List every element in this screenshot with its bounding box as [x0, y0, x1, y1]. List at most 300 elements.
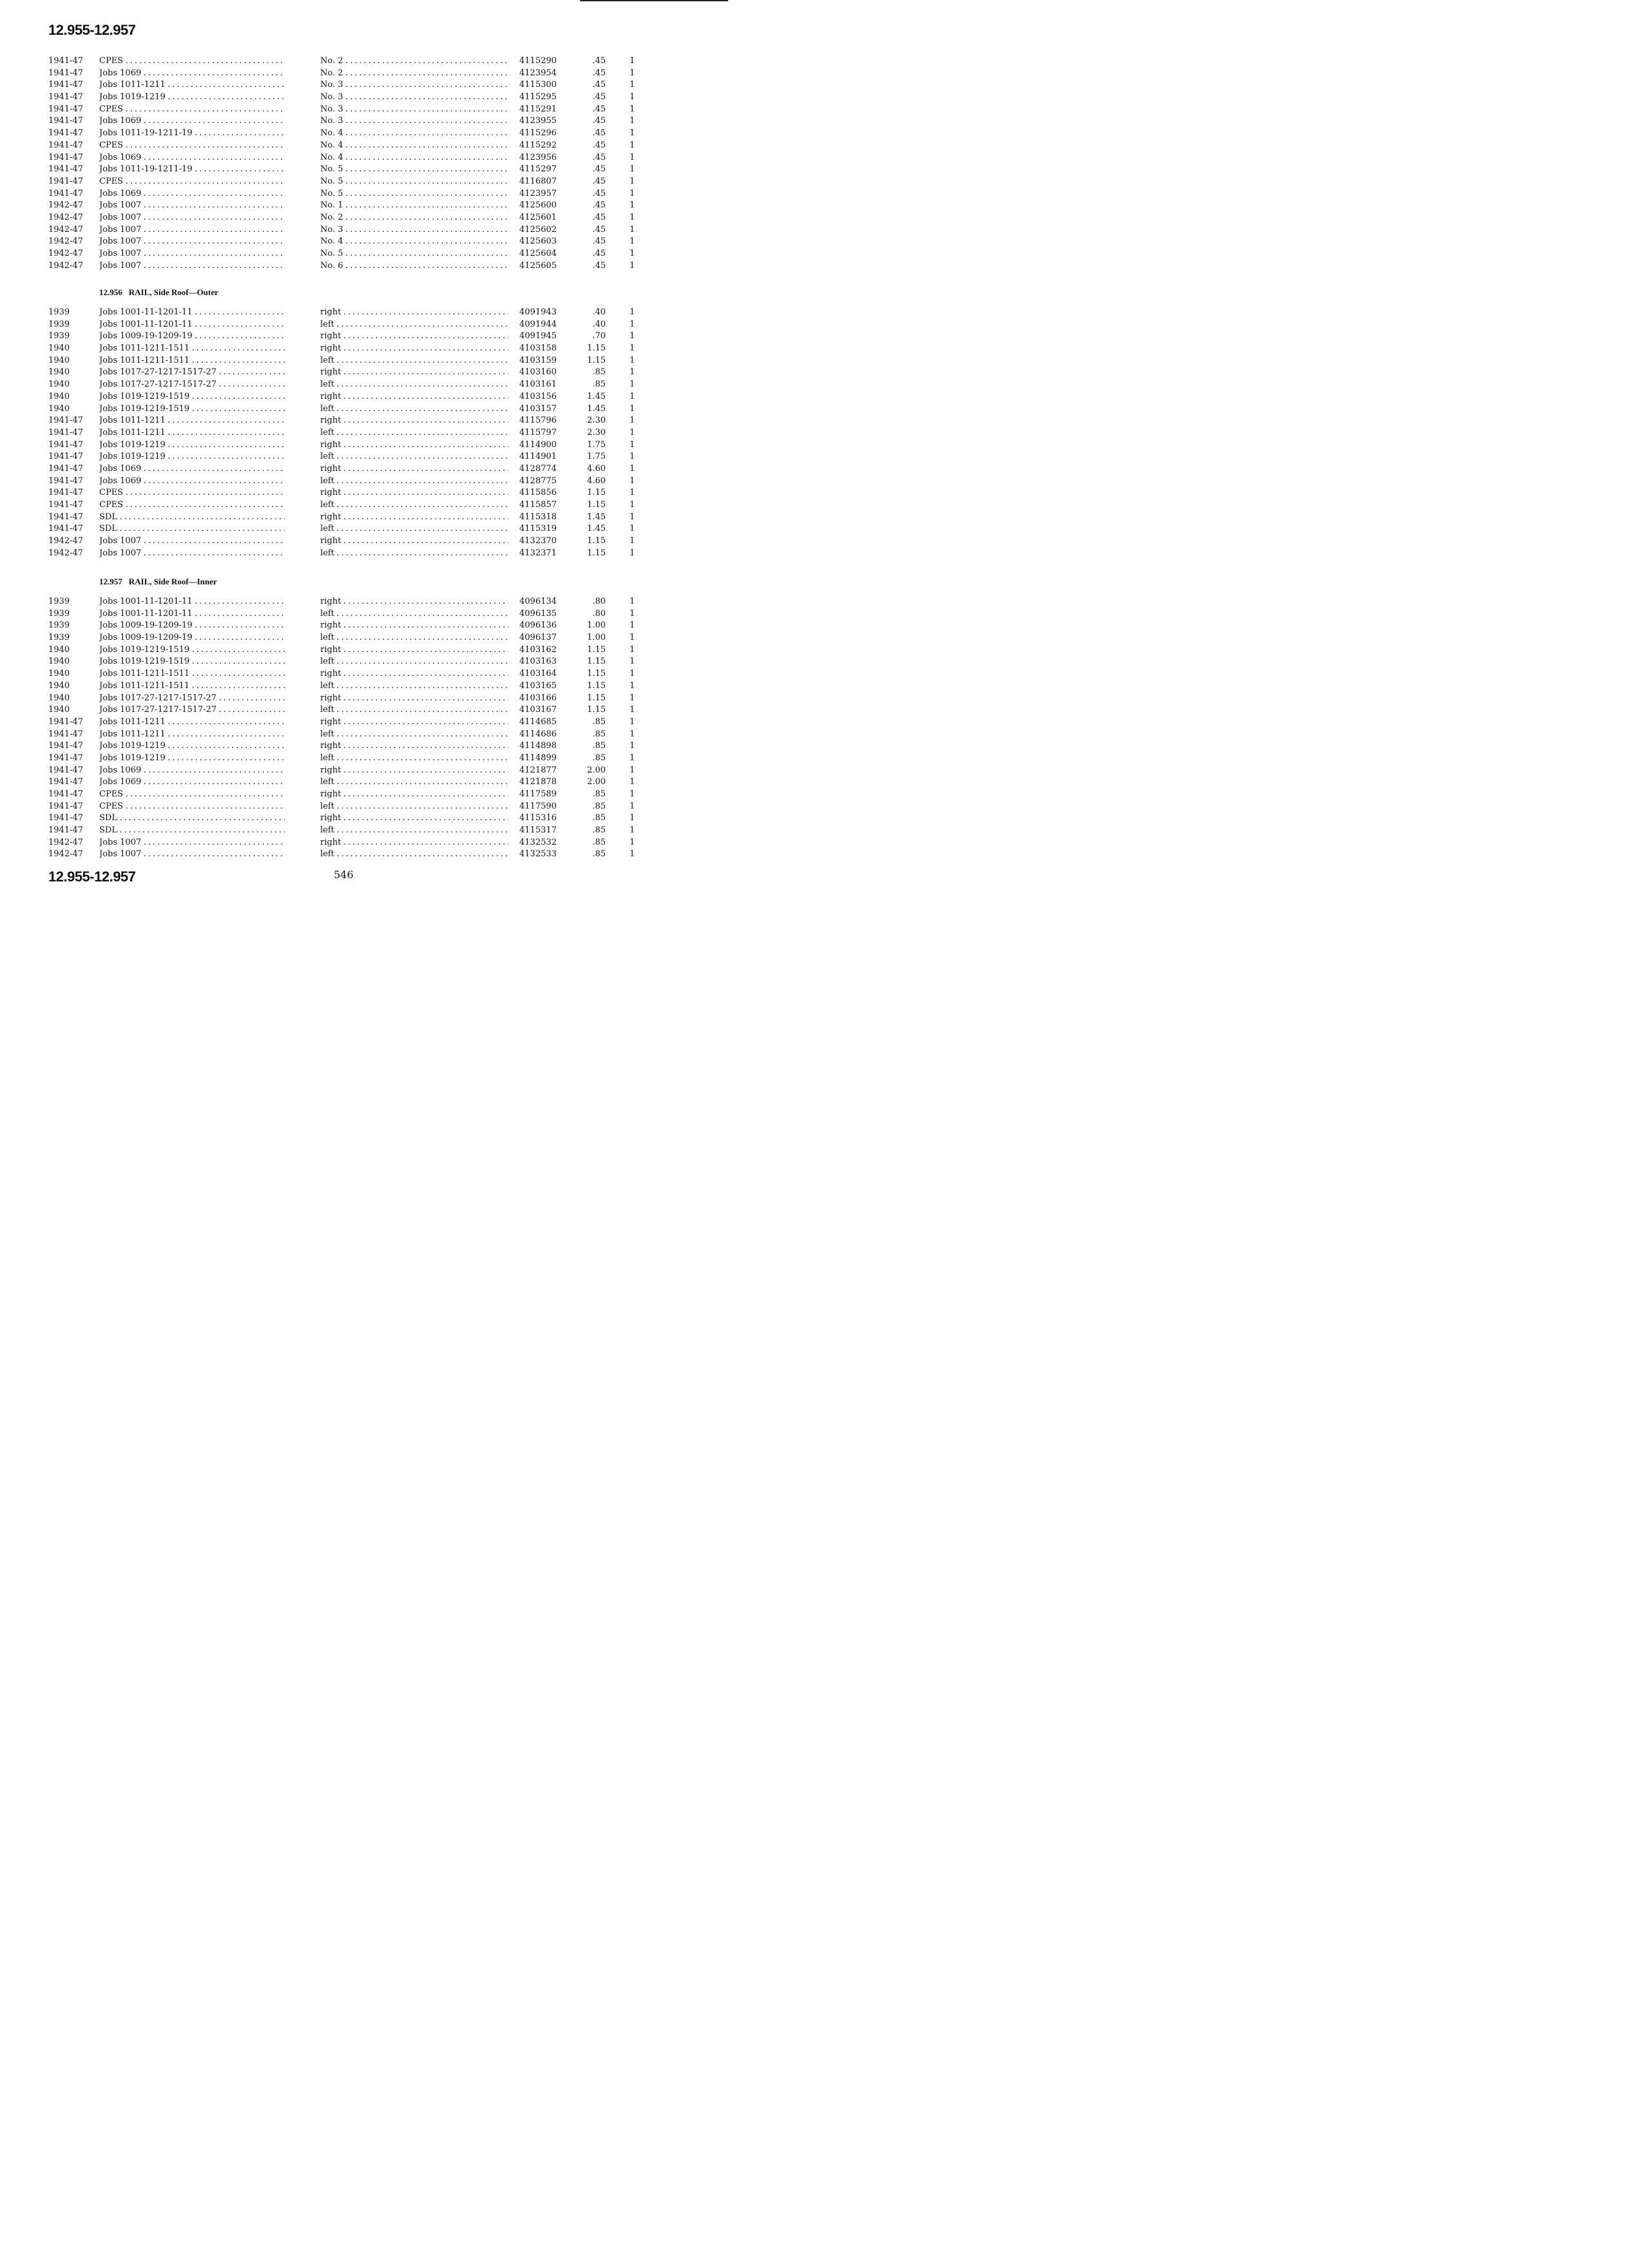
quantity-cell: 1 — [630, 80, 635, 90]
model-cell: Jobs 1009-19-1209-19 . . . — [99, 620, 285, 632]
table-row — [0, 837, 728, 849]
part-number-cell: 4115316 — [519, 813, 557, 823]
model-cell: CPES . . . — [99, 499, 285, 512]
year-cell: 1941-47 — [48, 128, 84, 139]
year-cell: 1942-47 — [48, 849, 84, 860]
model-cell: Jobs 1011-1211 . . . — [99, 79, 285, 91]
table-row — [0, 753, 728, 765]
price-cell: .80 — [592, 608, 606, 619]
year-cell: 1941-47 — [48, 164, 84, 175]
table-row — [0, 248, 728, 260]
quantity-cell: 1 — [630, 463, 635, 474]
model-cell: Jobs 1069 . . . — [99, 476, 285, 488]
table-row — [0, 367, 728, 379]
part-number-cell: 4115297 — [519, 164, 557, 175]
price-cell: 1.15 — [587, 488, 606, 498]
year-cell: 1942-47 — [48, 224, 84, 235]
year-cell: 1942-47 — [48, 200, 84, 211]
description-cell: No. 3 . . . — [320, 224, 508, 236]
model-cell: Jobs 1069 . . . — [99, 188, 285, 200]
year-cell: 1941-47 — [48, 765, 84, 775]
part-number-cell: 4096134 — [519, 597, 557, 606]
description-cell: left . . . — [320, 801, 508, 813]
quantity-cell: 1 — [630, 729, 635, 739]
price-cell: .70 — [592, 331, 606, 341]
model-cell: CPES . . . — [99, 104, 285, 116]
description-cell: No. 4 . . . — [320, 140, 508, 152]
description-cell: left . . . — [320, 849, 508, 861]
year-cell: 1941-47 — [48, 476, 84, 486]
year-cell: 1941-47 — [48, 452, 84, 462]
price-cell: .45 — [592, 249, 606, 258]
part-number-cell: 4103163 — [519, 657, 557, 667]
table-row — [0, 152, 728, 164]
price-cell: 1.15 — [587, 343, 606, 354]
quantity-cell: 1 — [630, 236, 635, 247]
model-cell: Jobs 1007 . . . — [99, 548, 285, 560]
table-row — [0, 140, 728, 152]
table-row — [0, 79, 728, 91]
year-cell: 1942-47 — [48, 236, 84, 247]
table-row — [0, 765, 728, 777]
quantity-cell: 1 — [630, 669, 635, 679]
quantity-cell: 1 — [630, 319, 635, 329]
part-number-cell: 4103160 — [519, 367, 557, 378]
part-number-cell: 4128775 — [519, 476, 557, 486]
quantity-cell: 1 — [630, 536, 635, 546]
part-number-cell: 4114901 — [519, 452, 557, 462]
price-cell: 1.15 — [587, 657, 606, 667]
table-row — [0, 656, 728, 668]
description-cell: left . . . — [320, 680, 508, 693]
table-row — [0, 343, 728, 355]
part-number-cell: 4103166 — [519, 693, 557, 703]
model-cell: Jobs 1069 . . . — [99, 463, 285, 476]
quantity-cell: 1 — [630, 476, 635, 486]
year-cell: 1941-47 — [48, 104, 84, 114]
price-cell: .40 — [592, 307, 606, 317]
top-edge-rule — [580, 0, 728, 1]
quantity-cell: 1 — [630, 200, 635, 211]
year-cell: 1940 — [48, 367, 70, 378]
model-cell: Jobs 1011-1211-1511 . . . — [99, 343, 285, 355]
part-number-cell: 4132370 — [519, 536, 557, 546]
model-cell: SDL . . . — [99, 512, 285, 524]
model-cell: Jobs 1011-1211 . . . — [99, 415, 285, 427]
model-cell: Jobs 1019-1219-1519 . . . — [99, 644, 285, 657]
price-cell: 2.00 — [587, 777, 606, 787]
description-cell: right . . . — [320, 343, 508, 355]
quantity-cell: 1 — [630, 500, 635, 510]
table-row — [0, 523, 728, 535]
price-cell: .45 — [592, 176, 606, 186]
table-row — [0, 825, 728, 837]
table-row — [0, 801, 728, 813]
description-cell: No. 2 . . . — [320, 55, 508, 68]
model-cell: Jobs 1011-1211-1511 . . . — [99, 668, 285, 680]
price-cell: 1.45 — [587, 403, 606, 414]
model-cell: Jobs 1019-1219-1519 . . . — [99, 656, 285, 668]
year-cell: 1941-47 — [48, 753, 84, 763]
price-cell: .85 — [592, 813, 606, 823]
quantity-cell: 1 — [630, 741, 635, 751]
price-cell: 1.45 — [587, 391, 606, 401]
table-row — [0, 331, 728, 343]
description-cell: right . . . — [320, 487, 508, 499]
price-cell: 4.60 — [587, 463, 606, 474]
year-cell: 1941-47 — [48, 729, 84, 739]
quantity-cell: 1 — [630, 657, 635, 667]
model-cell: Jobs 1011-1211-1511 . . . — [99, 355, 285, 367]
year-cell: 1941-47 — [48, 488, 84, 498]
description-cell: right . . . — [320, 693, 508, 705]
price-cell: .45 — [592, 164, 606, 175]
table-row — [0, 644, 728, 657]
description-cell: left . . . — [320, 548, 508, 560]
table-row — [0, 535, 728, 548]
quantity-cell: 1 — [630, 224, 635, 235]
description-cell: No. 3 . . . — [320, 91, 508, 104]
description-cell: No. 3 . . . — [320, 79, 508, 91]
description-cell: right . . . — [320, 765, 508, 777]
part-number-cell: 4123956 — [519, 152, 557, 162]
model-cell: Jobs 1011-1211-1511 . . . — [99, 680, 285, 693]
price-cell: 1.15 — [587, 355, 606, 365]
year-cell: 1942-47 — [48, 548, 84, 558]
quantity-cell: 1 — [630, 104, 635, 114]
model-cell: Jobs 1007 . . . — [99, 849, 285, 861]
price-cell: .85 — [592, 825, 606, 836]
part-number-cell: 4115319 — [519, 524, 557, 534]
description-cell: right . . . — [320, 391, 508, 403]
year-cell: 1941-47 — [48, 500, 84, 510]
year-cell: 1941-47 — [48, 512, 84, 522]
part-number-cell: 4121877 — [519, 765, 557, 775]
table-row — [0, 548, 728, 560]
part-number-cell: 4121878 — [519, 777, 557, 787]
year-cell: 1942-47 — [48, 536, 84, 546]
price-cell: 1.15 — [587, 680, 606, 691]
description-cell: No. 3 . . . — [320, 115, 508, 128]
part-number-cell: 4103165 — [519, 680, 557, 691]
quantity-cell: 1 — [630, 825, 635, 836]
table-row — [0, 307, 728, 319]
section-title: RAIL, Side Roof—Inner — [128, 577, 217, 586]
model-cell: Jobs 1001-11-1201-11 . . . — [99, 319, 285, 331]
footer-section-code: 12.955-12.957 — [48, 869, 136, 885]
description-cell: right . . . — [320, 837, 508, 849]
price-cell: .45 — [592, 212, 606, 222]
model-cell: CPES . . . — [99, 55, 285, 68]
year-cell: 1941-47 — [48, 427, 84, 437]
price-cell: .45 — [592, 92, 606, 102]
quantity-cell: 1 — [630, 140, 635, 150]
year-cell: 1942-47 — [48, 249, 84, 258]
description-cell: No. 5 . . . — [320, 188, 508, 200]
table-row — [0, 740, 728, 753]
model-cell: Jobs 1069 . . . — [99, 152, 285, 164]
year-cell: 1942-47 — [48, 212, 84, 222]
table-row — [0, 68, 728, 80]
price-cell: 2.00 — [587, 765, 606, 775]
part-number-cell: 4128774 — [519, 463, 557, 474]
model-cell: Jobs 1069 . . . — [99, 115, 285, 128]
quantity-cell: 1 — [630, 789, 635, 799]
price-cell: .45 — [592, 236, 606, 247]
quantity-cell: 1 — [630, 176, 635, 186]
description-cell: right . . . — [320, 512, 508, 524]
table-row — [0, 439, 728, 452]
part-number-cell: 4125601 — [519, 212, 557, 222]
price-cell: 1.15 — [587, 644, 606, 655]
quantity-cell: 1 — [630, 777, 635, 787]
year-cell: 1942-47 — [48, 837, 84, 847]
table-row — [0, 704, 728, 716]
table-row — [0, 164, 728, 176]
year-cell: 1941-47 — [48, 140, 84, 150]
year-cell: 1940 — [48, 343, 70, 354]
quantity-cell: 1 — [630, 488, 635, 498]
section-number: 12.957 — [99, 577, 122, 586]
quantity-cell: 1 — [630, 439, 635, 450]
description-cell: right . . . — [320, 535, 508, 548]
price-cell: 1.75 — [587, 452, 606, 462]
quantity-cell: 1 — [630, 403, 635, 414]
quantity-cell: 1 — [630, 307, 635, 317]
description-cell: left . . . — [320, 704, 508, 716]
description-cell: left . . . — [320, 776, 508, 789]
part-number-cell: 4132371 — [519, 548, 557, 558]
description-cell: left . . . — [320, 379, 508, 391]
price-cell: 1.15 — [587, 705, 606, 715]
year-cell: 1941-47 — [48, 716, 84, 727]
table-row — [0, 236, 728, 248]
part-number-cell: 4125604 — [519, 249, 557, 258]
part-number-cell: 4117589 — [519, 789, 557, 799]
table-row — [0, 188, 728, 200]
model-cell: Jobs 1001-11-1201-11 . . . — [99, 596, 285, 608]
year-cell: 1941-47 — [48, 176, 84, 186]
model-cell: Jobs 1019-1219 . . . — [99, 740, 285, 753]
description-cell: left . . . — [320, 403, 508, 416]
model-cell: SDL . . . — [99, 523, 285, 535]
quantity-cell: 1 — [630, 452, 635, 462]
year-cell: 1939 — [48, 620, 70, 631]
section-heading — [99, 287, 218, 298]
model-cell: Jobs 1069 . . . — [99, 68, 285, 80]
price-cell: .45 — [592, 56, 606, 66]
part-number-cell: 4103157 — [519, 403, 557, 414]
part-number-cell: 4123954 — [519, 68, 557, 78]
part-number-cell: 4096135 — [519, 608, 557, 619]
table-row — [0, 212, 728, 224]
quantity-cell: 1 — [630, 331, 635, 341]
price-cell: 1.75 — [587, 439, 606, 450]
description-cell: right . . . — [320, 644, 508, 657]
table-row — [0, 403, 728, 416]
model-cell: Jobs 1011-1211 . . . — [99, 427, 285, 439]
part-number-cell: 4096136 — [519, 620, 557, 631]
part-number-cell: 4114686 — [519, 729, 557, 739]
table-row — [0, 620, 728, 632]
model-cell: Jobs 1069 . . . — [99, 765, 285, 777]
description-cell: left . . . — [320, 319, 508, 331]
part-number-cell: 4114898 — [519, 741, 557, 751]
description-cell: No. 4 . . . — [320, 128, 508, 140]
description-cell: No. 6 . . . — [320, 260, 508, 273]
part-number-cell: 4115296 — [519, 128, 557, 139]
part-number-cell: 4125603 — [519, 236, 557, 247]
table-row — [0, 487, 728, 499]
year-cell: 1941-47 — [48, 789, 84, 799]
description-cell: right . . . — [320, 812, 508, 825]
year-cell: 1939 — [48, 331, 70, 341]
model-cell: Jobs 1009-19-1209-19 . . . — [99, 331, 285, 343]
model-cell: CPES . . . — [99, 176, 285, 188]
part-number-cell: 4114899 — [519, 753, 557, 763]
part-number-cell: 4103158 — [519, 343, 557, 354]
model-cell: CPES . . . — [99, 789, 285, 801]
model-cell: Jobs 1011-19-1211-19 . . . — [99, 164, 285, 176]
year-cell: 1940 — [48, 693, 70, 703]
quantity-cell: 1 — [630, 355, 635, 365]
year-cell: 1942-47 — [48, 260, 84, 271]
price-cell: .85 — [592, 789, 606, 799]
table-row — [0, 632, 728, 644]
description-cell: left . . . — [320, 451, 508, 463]
price-cell: 1.15 — [587, 548, 606, 558]
year-cell: 1941-47 — [48, 80, 84, 90]
quantity-cell: 1 — [630, 801, 635, 811]
year-cell: 1941-47 — [48, 68, 84, 78]
part-number-cell: 4115295 — [519, 92, 557, 102]
part-number-cell: 4132533 — [519, 849, 557, 860]
price-cell: 2.30 — [587, 416, 606, 426]
quantity-cell: 1 — [630, 367, 635, 378]
model-cell: Jobs 1017-27-1217-1517-27 . . . — [99, 367, 285, 379]
model-cell: Jobs 1001-11-1201-11 . . . — [99, 307, 285, 319]
description-cell: right . . . — [320, 668, 508, 680]
part-number-cell: 4123957 — [519, 188, 557, 198]
price-cell: .45 — [592, 80, 606, 90]
part-number-cell: 4125605 — [519, 260, 557, 271]
year-cell: 1940 — [48, 657, 70, 667]
description-cell: right . . . — [320, 367, 508, 379]
quantity-cell: 1 — [630, 597, 635, 606]
price-cell: .45 — [592, 68, 606, 78]
quantity-cell: 1 — [630, 380, 635, 390]
description-cell: left . . . — [320, 753, 508, 765]
part-number-cell: 4103162 — [519, 644, 557, 655]
year-cell: 1941-47 — [48, 801, 84, 811]
price-cell: .85 — [592, 716, 606, 727]
model-cell: SDL . . . — [99, 812, 285, 825]
year-cell: 1939 — [48, 319, 70, 329]
quantity-cell: 1 — [630, 152, 635, 162]
year-cell: 1941-47 — [48, 463, 84, 474]
model-cell: Jobs 1017-27-1217-1517-27 . . . — [99, 693, 285, 705]
quantity-cell: 1 — [630, 212, 635, 222]
price-cell: .45 — [592, 116, 606, 126]
model-cell: CPES . . . — [99, 801, 285, 813]
description-cell: No. 5 . . . — [320, 248, 508, 260]
quantity-cell: 1 — [630, 644, 635, 655]
price-cell: 1.15 — [587, 693, 606, 703]
quantity-cell: 1 — [630, 343, 635, 354]
quantity-cell: 1 — [630, 249, 635, 258]
part-number-cell: 4091945 — [519, 331, 557, 341]
year-cell: 1941-47 — [48, 741, 84, 751]
header-section-code: 12.955-12.957 — [48, 22, 136, 38]
table-row — [0, 476, 728, 488]
model-cell: CPES . . . — [99, 487, 285, 499]
model-cell: Jobs 1019-1219 . . . — [99, 451, 285, 463]
table-row — [0, 260, 728, 273]
quantity-cell: 1 — [630, 260, 635, 271]
quantity-cell: 1 — [630, 849, 635, 860]
quantity-cell: 1 — [630, 188, 635, 198]
price-cell: 4.60 — [587, 476, 606, 486]
part-number-cell: 4091944 — [519, 319, 557, 329]
description-cell: No. 3 . . . — [320, 104, 508, 116]
price-cell: 1.45 — [587, 524, 606, 534]
description-cell: No. 2 . . . — [320, 212, 508, 224]
table-row — [0, 716, 728, 729]
quantity-cell: 1 — [630, 765, 635, 775]
part-number-cell: 4114685 — [519, 716, 557, 727]
description-cell: left . . . — [320, 523, 508, 535]
table-row — [0, 512, 728, 524]
table-row — [0, 427, 728, 439]
price-cell: .85 — [592, 849, 606, 860]
table-row — [0, 680, 728, 693]
section-number: 12.956 — [99, 287, 122, 297]
description-cell: left . . . — [320, 632, 508, 644]
quantity-cell: 1 — [630, 693, 635, 703]
year-cell: 1940 — [48, 644, 70, 655]
year-cell: 1939 — [48, 608, 70, 619]
quantity-cell: 1 — [630, 56, 635, 66]
table-row — [0, 391, 728, 403]
quantity-cell: 1 — [630, 391, 635, 401]
model-cell: Jobs 1007 . . . — [99, 236, 285, 248]
model-cell: Jobs 1017-27-1217-1517-27 . . . — [99, 379, 285, 391]
part-number-cell: 4115796 — [519, 416, 557, 426]
year-cell: 1941-47 — [48, 813, 84, 823]
table-row — [0, 379, 728, 391]
table-row — [0, 91, 728, 104]
model-cell: CPES . . . — [99, 140, 285, 152]
part-number-cell: 4115300 — [519, 80, 557, 90]
price-cell: .45 — [592, 188, 606, 198]
part-number-cell: 4115856 — [519, 488, 557, 498]
price-cell: .40 — [592, 319, 606, 329]
table-row — [0, 128, 728, 140]
quantity-cell: 1 — [630, 633, 635, 643]
table-row — [0, 355, 728, 367]
description-cell: left . . . — [320, 608, 508, 620]
model-cell: Jobs 1009-19-1209-19 . . . — [99, 632, 285, 644]
model-cell: Jobs 1011-1211 . . . — [99, 716, 285, 729]
quantity-cell: 1 — [630, 68, 635, 78]
year-cell: 1939 — [48, 633, 70, 643]
price-cell: .85 — [592, 380, 606, 390]
description-cell: right . . . — [320, 307, 508, 319]
table-row — [0, 789, 728, 801]
model-cell: Jobs 1001-11-1201-11 . . . — [99, 608, 285, 620]
price-cell: 1.45 — [587, 512, 606, 522]
description-cell: right . . . — [320, 716, 508, 729]
